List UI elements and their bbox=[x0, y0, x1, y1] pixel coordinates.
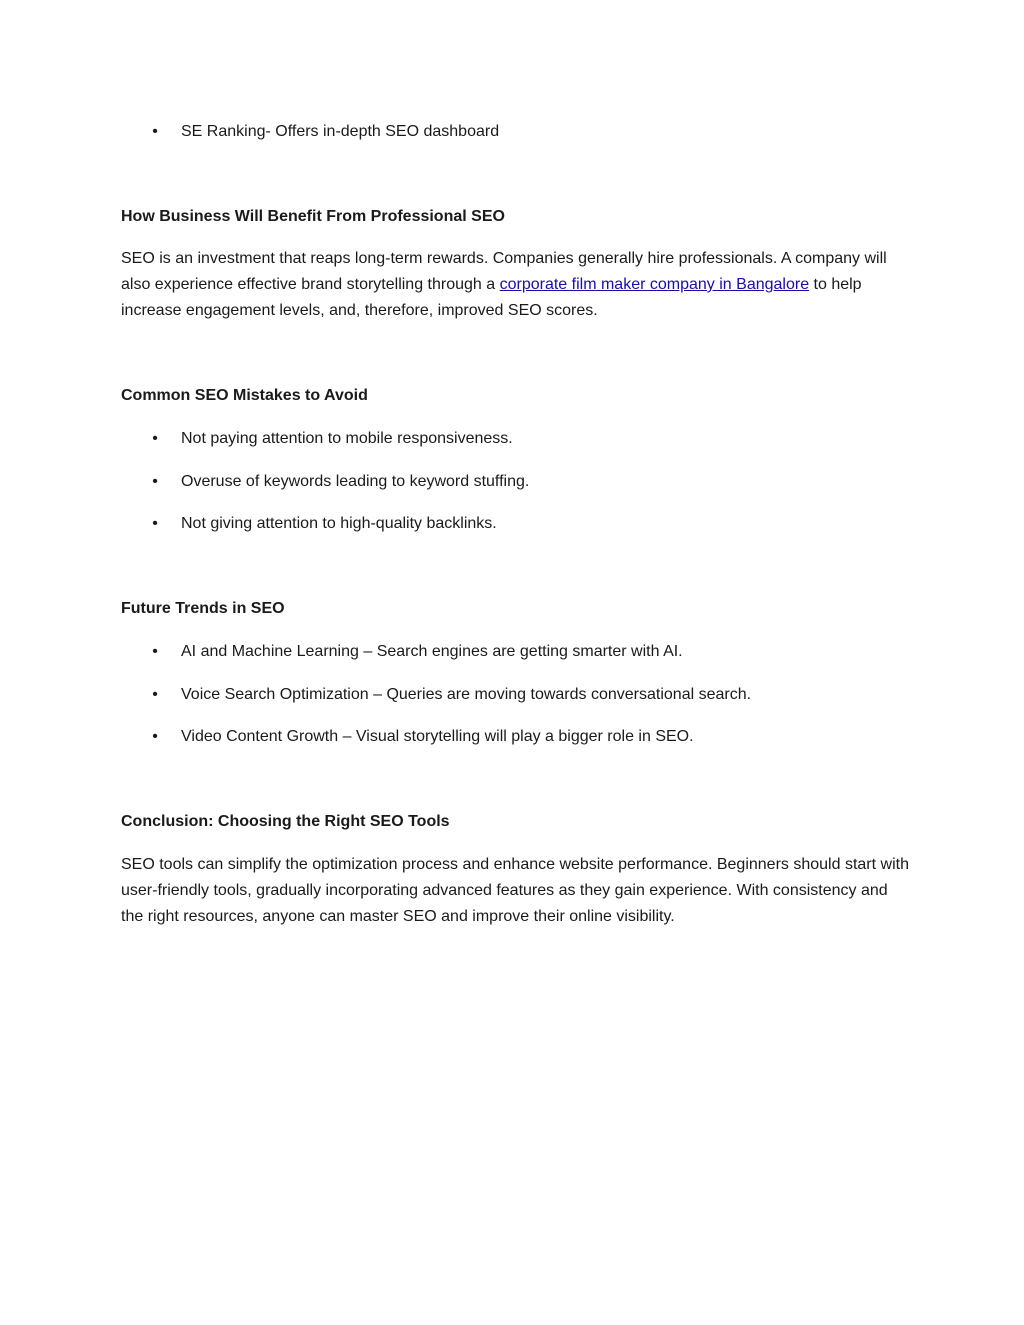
bullet-icon: • bbox=[152, 728, 158, 745]
list-item-text: Not paying attention to mobile responsiveness. bbox=[181, 430, 513, 447]
section-heading-conclusion: Conclusion: Choosing the Right SEO Tools bbox=[121, 813, 450, 830]
list-item-text: Video Content Growth – Visual storytelling will play a bigger role in SEO. bbox=[181, 728, 694, 745]
bullet-icon: • bbox=[152, 515, 158, 532]
section-heading-trends: Future Trends in SEO bbox=[121, 600, 285, 617]
section-heading-benefit: How Business Will Benefit From Professional SEO bbox=[121, 208, 505, 225]
benefit-paragraph-text-start: SEO is an investment that reaps long-term rewards. Companies generally hire professionals. A company will also experience effective brand storytelling through a bbox=[121, 250, 887, 293]
list-item-text: Overuse of keywords leading to keyword stuffing. bbox=[181, 473, 530, 490]
bullet-icon: • bbox=[152, 643, 158, 660]
list-item-text: Not giving attention to high-quality backlinks. bbox=[181, 515, 497, 532]
bullet-icon: • bbox=[152, 430, 158, 447]
bullet-icon: • bbox=[152, 686, 158, 703]
bullet-icon: • bbox=[152, 473, 158, 490]
corporate-film-maker-link[interactable]: corporate film maker company in Bangalore bbox=[499, 276, 810, 293]
list-item-text: AI and Machine Learning – Search engines are getting smarter with AI. bbox=[181, 643, 683, 660]
bullet-icon: • bbox=[152, 123, 158, 140]
list-item-text: SE Ranking- Offers in-depth SEO dashboard bbox=[181, 123, 500, 140]
conclusion-paragraph: SEO tools can simplify the optimization process and enhance website performance. Beginners should start with user-friendly tools, gradually incorporating advanced features as they gain experience. With consistency and the right resources, anyone can master SEO and improve their online visibility. bbox=[121, 856, 909, 925]
section-heading-mistakes: Common SEO Mistakes to Avoid bbox=[121, 387, 368, 404]
list-item-text: Voice Search Optimization – Queries are moving towards conversational search. bbox=[181, 686, 752, 703]
benefit-paragraph bbox=[121, 246, 911, 324]
benefit-paragraph-text-end: to help increase engagement levels, and, therefore, improved SEO scores. bbox=[121, 276, 862, 319]
